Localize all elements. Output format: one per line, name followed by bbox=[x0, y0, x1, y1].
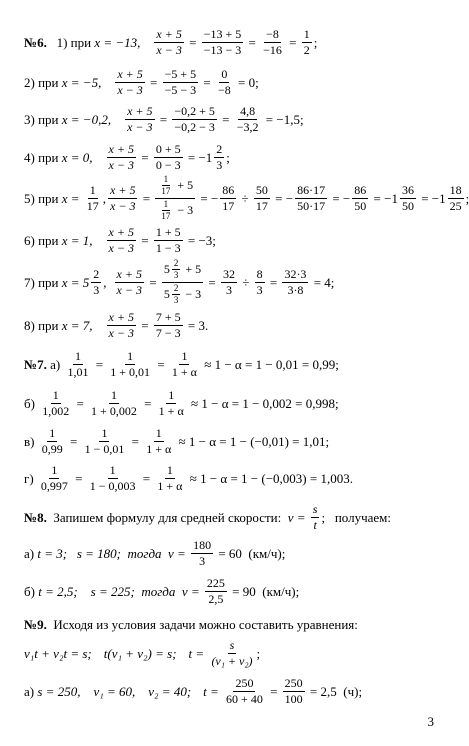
problem-6-label: №6. bbox=[24, 34, 47, 50]
numerator: 2 bbox=[216, 141, 223, 156]
numerator: 1 + 5 bbox=[155, 224, 181, 239]
denominator: 3 bbox=[199, 553, 206, 568]
math-text: б) bbox=[24, 395, 39, 411]
problem-6-item-8 bbox=[24, 305, 442, 345]
numerator: 86·17 bbox=[297, 182, 326, 197]
math-text: ≈ 1 − α = 1 − (−0,003) = 1,003. bbox=[186, 470, 353, 486]
numerator: x + 5 bbox=[110, 182, 136, 197]
math-text: а) bbox=[24, 545, 38, 561]
problem-7-label: №7. bbox=[24, 356, 47, 372]
math-text: б) bbox=[24, 583, 39, 599]
denominator: 1 + 0,01 bbox=[110, 364, 151, 379]
math-text: = bbox=[184, 149, 199, 165]
math-text: ; bbox=[465, 190, 469, 206]
fraction bbox=[154, 143, 183, 171]
fraction bbox=[216, 68, 233, 96]
math-text: = 2,5 (ч); bbox=[306, 683, 363, 699]
numerator: 1 bbox=[89, 182, 96, 197]
denominator: 1,002 bbox=[42, 403, 70, 418]
math-text: , bbox=[102, 190, 107, 206]
numerator: x + 5 bbox=[127, 103, 153, 118]
fraction bbox=[352, 184, 368, 212]
math-text: = bbox=[417, 190, 432, 206]
numerator: −5 + 5 bbox=[164, 66, 197, 81]
denominator: 17 bbox=[161, 186, 171, 197]
mixed-number bbox=[432, 184, 466, 212]
fraction bbox=[107, 226, 136, 254]
fraction bbox=[191, 539, 213, 567]
math-text: = 60 (км/ч); bbox=[215, 545, 286, 561]
denominator: 17 bbox=[255, 198, 268, 213]
denominator: −8 bbox=[218, 82, 231, 97]
numerator: 1 bbox=[52, 387, 59, 402]
problem-8-label: №8. bbox=[24, 509, 47, 525]
numerator: 2 bbox=[172, 284, 181, 295]
math-text: = −1,5; bbox=[262, 111, 304, 127]
numerator: x + 5 bbox=[156, 26, 182, 41]
numerator: x + 5 bbox=[108, 309, 134, 324]
numerator: 1 bbox=[166, 462, 173, 477]
fraction bbox=[295, 184, 327, 212]
denominator bbox=[162, 283, 203, 306]
numerator: −0,2 + 5 bbox=[174, 103, 215, 118]
fraction bbox=[163, 68, 199, 96]
problem-7-item-a bbox=[24, 345, 442, 383]
fraction bbox=[221, 268, 237, 296]
math-text: = bbox=[139, 470, 154, 486]
math-text: = bbox=[205, 274, 219, 290]
math-text: в) bbox=[24, 433, 38, 449]
math-text: v = bbox=[168, 545, 190, 561]
fraction bbox=[172, 259, 181, 281]
problem-6-item-1 bbox=[24, 22, 442, 62]
denominator: 3·8 bbox=[287, 282, 304, 297]
math-text: = bbox=[140, 395, 155, 411]
math-text: x = −13, bbox=[94, 34, 141, 50]
numerator: 32 bbox=[222, 266, 235, 281]
fraction bbox=[88, 464, 138, 492]
math-text: −1 bbox=[431, 190, 446, 206]
math-text: −1 bbox=[198, 149, 213, 165]
math-text: x = −5, bbox=[61, 74, 102, 90]
math-text: 8) при bbox=[24, 317, 62, 333]
fraction bbox=[91, 268, 101, 296]
math-text: а) bbox=[24, 683, 38, 699]
math-text: + 5 bbox=[182, 262, 202, 277]
fraction bbox=[172, 105, 217, 133]
denominator: 1 + α bbox=[146, 441, 172, 456]
denominator: 3 bbox=[93, 282, 100, 297]
problem-8-item-a bbox=[24, 534, 442, 572]
fraction bbox=[282, 268, 308, 296]
fraction bbox=[209, 639, 254, 667]
fraction bbox=[214, 143, 224, 171]
math-text: = 0; bbox=[234, 74, 259, 90]
numerator: x + 5 bbox=[117, 66, 143, 81]
fraction bbox=[311, 503, 320, 531]
math-text: = 3. bbox=[184, 317, 209, 333]
fraction bbox=[154, 311, 183, 339]
math-text: = bbox=[137, 317, 152, 333]
math-text: Запишем формулу для средней скорости: bbox=[46, 509, 288, 525]
fraction bbox=[154, 28, 183, 56]
math-text: x = bbox=[61, 190, 83, 206]
fraction bbox=[107, 143, 136, 171]
math-text: ÷ bbox=[238, 190, 252, 206]
denominator: 0,997 bbox=[40, 478, 68, 493]
math-text: ≈ 1 − α = 1 − 0,002 = 0,998; bbox=[187, 395, 339, 411]
math-text: = 90 (км/ч); bbox=[228, 583, 300, 599]
denominator: 1 − 3 bbox=[155, 240, 181, 255]
math-text: − 3 bbox=[182, 287, 202, 302]
denominator: 17 bbox=[86, 198, 99, 213]
problem-9-item-a bbox=[24, 672, 442, 710]
math-text: = bbox=[370, 190, 385, 206]
math-text: = −3; bbox=[184, 232, 216, 248]
math-text: −1 bbox=[384, 190, 398, 206]
math-text: v = bbox=[287, 509, 309, 525]
math-text: = bbox=[285, 34, 300, 50]
math-text: 6) при bbox=[24, 232, 62, 248]
denominator: 1 − 0,003 bbox=[89, 478, 136, 493]
math-text: ≈ 1 − α = 1 − 0,01 = 0,99; bbox=[200, 356, 339, 372]
denominator: 3 bbox=[256, 282, 263, 297]
math-text: г) bbox=[24, 470, 37, 486]
math-text: = − bbox=[197, 190, 219, 206]
denominator: 7 − 3 bbox=[155, 325, 181, 340]
numerator: s bbox=[229, 637, 235, 652]
math-text: = bbox=[156, 111, 171, 127]
fraction bbox=[170, 350, 199, 378]
math-text: = 4; bbox=[310, 274, 335, 290]
problem-8-item-b bbox=[24, 572, 442, 610]
denominator: (v₁ + v₂) bbox=[211, 653, 253, 668]
problem-6-item-3 bbox=[24, 100, 442, 138]
math-text: ÷ bbox=[238, 274, 253, 290]
problem-6-item-5 bbox=[24, 173, 469, 221]
fraction bbox=[302, 28, 312, 56]
numerator: 1 bbox=[51, 462, 58, 477]
denominator: −3,2 bbox=[236, 119, 259, 134]
math-text: v₁t + v₂t = s; bbox=[24, 645, 92, 661]
numerator: 2 bbox=[172, 259, 181, 270]
numerator: 1 bbox=[303, 26, 310, 41]
denominator: −5 − 3 bbox=[164, 82, 197, 97]
math-text: = bbox=[200, 74, 214, 90]
numerator: 0 + 5 bbox=[155, 141, 181, 156]
numerator: 180 bbox=[193, 537, 212, 552]
math-text: = bbox=[66, 433, 81, 449]
fraction bbox=[107, 311, 136, 339]
problem-9-intro bbox=[24, 614, 442, 634]
denominator: 17 bbox=[161, 210, 171, 221]
math-text: = bbox=[218, 111, 233, 127]
math-text: = bbox=[266, 274, 281, 290]
math-text: v = bbox=[181, 583, 203, 599]
fraction bbox=[144, 427, 173, 455]
denominator: x − 3 bbox=[108, 157, 134, 172]
complex-fraction bbox=[162, 259, 203, 306]
fraction bbox=[202, 28, 244, 56]
math-text: t = bbox=[188, 645, 208, 661]
math-text: x = −0,2, bbox=[61, 111, 112, 127]
fraction bbox=[159, 175, 172, 197]
numerator: 1 bbox=[74, 348, 81, 363]
fraction bbox=[39, 464, 70, 492]
problem-8-intro bbox=[24, 499, 442, 535]
numerator: −13 + 5 bbox=[203, 26, 242, 41]
numerator: x + 5 bbox=[116, 266, 142, 281]
math-text: t(v₁ + v₂) = s; bbox=[103, 645, 177, 661]
math-text: = bbox=[92, 356, 107, 372]
math-text: 1) при bbox=[56, 34, 95, 50]
numerator: 1 bbox=[162, 175, 171, 186]
complex-fraction bbox=[155, 175, 195, 222]
fraction bbox=[220, 184, 236, 212]
math-text: 7) при bbox=[24, 274, 62, 290]
math-text: = bbox=[146, 74, 161, 90]
fraction bbox=[159, 200, 172, 222]
problem-6-item-6 bbox=[24, 220, 442, 260]
denominator: 25 bbox=[449, 198, 462, 213]
fraction bbox=[125, 105, 154, 133]
denominator: 3 bbox=[173, 270, 179, 281]
denominator: x − 3 bbox=[116, 282, 142, 297]
fraction bbox=[154, 226, 183, 254]
math-text: = bbox=[71, 470, 86, 486]
denominator: x − 3 bbox=[117, 82, 143, 97]
denominator: 1 + α bbox=[157, 478, 183, 493]
math-text: 5 bbox=[163, 262, 170, 277]
numerator bbox=[162, 259, 203, 283]
problem-7-item-b bbox=[24, 384, 442, 422]
problem-9-equations bbox=[24, 634, 442, 672]
denominator: x − 3 bbox=[108, 325, 134, 340]
problem-6-item-7 bbox=[24, 259, 442, 305]
mixed-number bbox=[384, 184, 418, 212]
fraction bbox=[448, 184, 464, 212]
fraction bbox=[157, 389, 186, 417]
problem-7-item-g bbox=[24, 459, 442, 497]
fraction bbox=[89, 389, 139, 417]
denominator: 1 − 0,01 bbox=[84, 441, 125, 456]
math-text: s = 250, v₁ = 60, v₂ = 40; bbox=[37, 683, 192, 699]
numerator: 250 bbox=[235, 675, 254, 690]
numerator: 32·3 bbox=[284, 266, 307, 281]
numerator: 50 bbox=[255, 182, 268, 197]
math-text: + 5 bbox=[174, 178, 194, 193]
numerator: x + 5 bbox=[108, 141, 134, 156]
fraction bbox=[254, 184, 270, 212]
math-text: ; bbox=[256, 645, 261, 661]
math-text: 2) при bbox=[24, 74, 62, 90]
fraction bbox=[115, 268, 144, 296]
numerator: 18 bbox=[449, 182, 462, 197]
numerator: x + 5 bbox=[108, 224, 134, 239]
numerator: 86 bbox=[222, 182, 235, 197]
numerator: 36 bbox=[401, 182, 414, 197]
denominator: 1 + α bbox=[171, 364, 197, 379]
math-text: ; bbox=[313, 34, 318, 50]
numerator: 1 bbox=[101, 425, 108, 440]
numerator: 0 bbox=[221, 66, 228, 81]
numerator: 1 bbox=[162, 200, 171, 211]
numerator bbox=[155, 175, 195, 199]
denominator: x − 3 bbox=[110, 198, 136, 213]
fraction bbox=[261, 28, 284, 56]
math-text: = bbox=[145, 274, 160, 290]
denominator: 0,99 bbox=[41, 441, 63, 456]
fraction bbox=[83, 427, 127, 455]
math-text: 5 bbox=[163, 287, 170, 302]
math-text: − 3 bbox=[174, 203, 194, 218]
mixed-number bbox=[198, 143, 226, 171]
numerator: 2 bbox=[93, 266, 100, 281]
math-text: = bbox=[245, 34, 260, 50]
fraction bbox=[85, 184, 101, 212]
denominator: 2,5 bbox=[208, 591, 224, 606]
math-text: = − bbox=[329, 190, 351, 206]
denominator: 17 bbox=[222, 198, 235, 213]
numerator: 1 bbox=[109, 462, 116, 477]
numerator: 225 bbox=[206, 575, 225, 590]
denominator: 50·17 bbox=[297, 198, 326, 213]
numerator: 250 bbox=[284, 675, 303, 690]
numerator: 1 bbox=[155, 425, 162, 440]
math-text: x = 5 bbox=[61, 274, 90, 290]
denominator: x − 3 bbox=[156, 42, 182, 57]
denominator: 60 + 40 bbox=[226, 691, 263, 706]
denominator: 2 bbox=[303, 42, 310, 57]
math-text: = bbox=[154, 356, 168, 372]
math-text: ≈ 1 − α = 1 − (−0,01) = 1,01; bbox=[175, 433, 330, 449]
denominator: 50 bbox=[354, 198, 367, 213]
denominator: 3 bbox=[225, 282, 232, 297]
fraction bbox=[108, 350, 152, 378]
numerator: 4,8 bbox=[240, 103, 256, 118]
denominator: 1 + α bbox=[158, 403, 184, 418]
denominator: 3 bbox=[216, 157, 223, 172]
math-text: = bbox=[137, 232, 152, 248]
denominator: t bbox=[313, 517, 317, 532]
math-text bbox=[47, 36, 57, 49]
math-text: x = 1, bbox=[61, 232, 93, 248]
fraction bbox=[283, 677, 305, 705]
denominator: 1,01 bbox=[67, 364, 89, 379]
math-text: Исходя из условия задачи можно составить уравнения: bbox=[46, 616, 358, 632]
problem-6-item-2 bbox=[24, 63, 442, 101]
math-text: = bbox=[139, 190, 154, 206]
denominator: 0 − 3 bbox=[155, 157, 181, 172]
math-text: 4) при bbox=[24, 149, 62, 165]
math-text: t = 2,5; s = 225; тогда bbox=[38, 583, 182, 599]
fraction bbox=[65, 350, 90, 378]
math-text: t = bbox=[203, 683, 223, 699]
numerator: 8 bbox=[256, 266, 263, 281]
math-text: t = 3; s = 180; тогда bbox=[37, 545, 169, 561]
numerator: 1 bbox=[110, 387, 117, 402]
math-text: = − bbox=[271, 190, 294, 206]
numerator: 86 bbox=[354, 182, 367, 197]
numerator: s bbox=[312, 501, 318, 516]
math-text: = bbox=[128, 433, 143, 449]
denominator: −16 bbox=[263, 42, 282, 57]
numerator: 1 bbox=[168, 387, 175, 402]
denominator: 1 + 0,002 bbox=[91, 403, 137, 418]
fraction bbox=[235, 105, 261, 133]
fraction bbox=[400, 184, 416, 212]
fraction bbox=[108, 184, 137, 212]
denominator: −0,2 − 3 bbox=[174, 119, 215, 134]
fraction bbox=[155, 464, 184, 492]
denominator: x − 3 bbox=[108, 240, 134, 255]
math-text: x = 7, bbox=[61, 317, 93, 333]
problem-9-label: №9. bbox=[24, 616, 47, 632]
fraction bbox=[40, 389, 71, 417]
problem-6-item-4 bbox=[24, 137, 442, 177]
math-text: x = 0, bbox=[61, 149, 93, 165]
problem-7-item-v bbox=[24, 422, 442, 460]
page-number: 3 bbox=[427, 714, 434, 729]
numerator: 1 bbox=[49, 425, 56, 440]
math-text: , bbox=[103, 274, 107, 290]
fraction bbox=[40, 427, 65, 455]
math-text: = bbox=[266, 683, 281, 699]
numerator: 1 bbox=[127, 348, 134, 363]
denominator: 3 bbox=[173, 294, 179, 305]
math-text: ; получаем: bbox=[321, 509, 392, 525]
denominator: −13 − 3 bbox=[203, 42, 242, 57]
math-text: = bbox=[185, 34, 200, 50]
fraction bbox=[224, 677, 265, 705]
fraction bbox=[115, 68, 144, 96]
denominator: 50 bbox=[401, 198, 414, 213]
fraction bbox=[205, 577, 227, 605]
denominator: x − 3 bbox=[127, 119, 153, 134]
math-text: 3) при bbox=[24, 111, 62, 127]
math-text: а) bbox=[46, 356, 64, 372]
denominator: 100 bbox=[284, 691, 303, 706]
math-text: = bbox=[137, 149, 152, 165]
fraction bbox=[172, 284, 181, 306]
numerator: 1 bbox=[181, 348, 188, 363]
numerator: −8 bbox=[266, 26, 279, 41]
fraction bbox=[255, 268, 265, 296]
numerator: 7 + 5 bbox=[155, 309, 181, 324]
math-text: = bbox=[73, 395, 88, 411]
math-text: 5) при bbox=[24, 190, 62, 206]
math-text: ; bbox=[226, 149, 230, 165]
denominator bbox=[155, 199, 195, 222]
